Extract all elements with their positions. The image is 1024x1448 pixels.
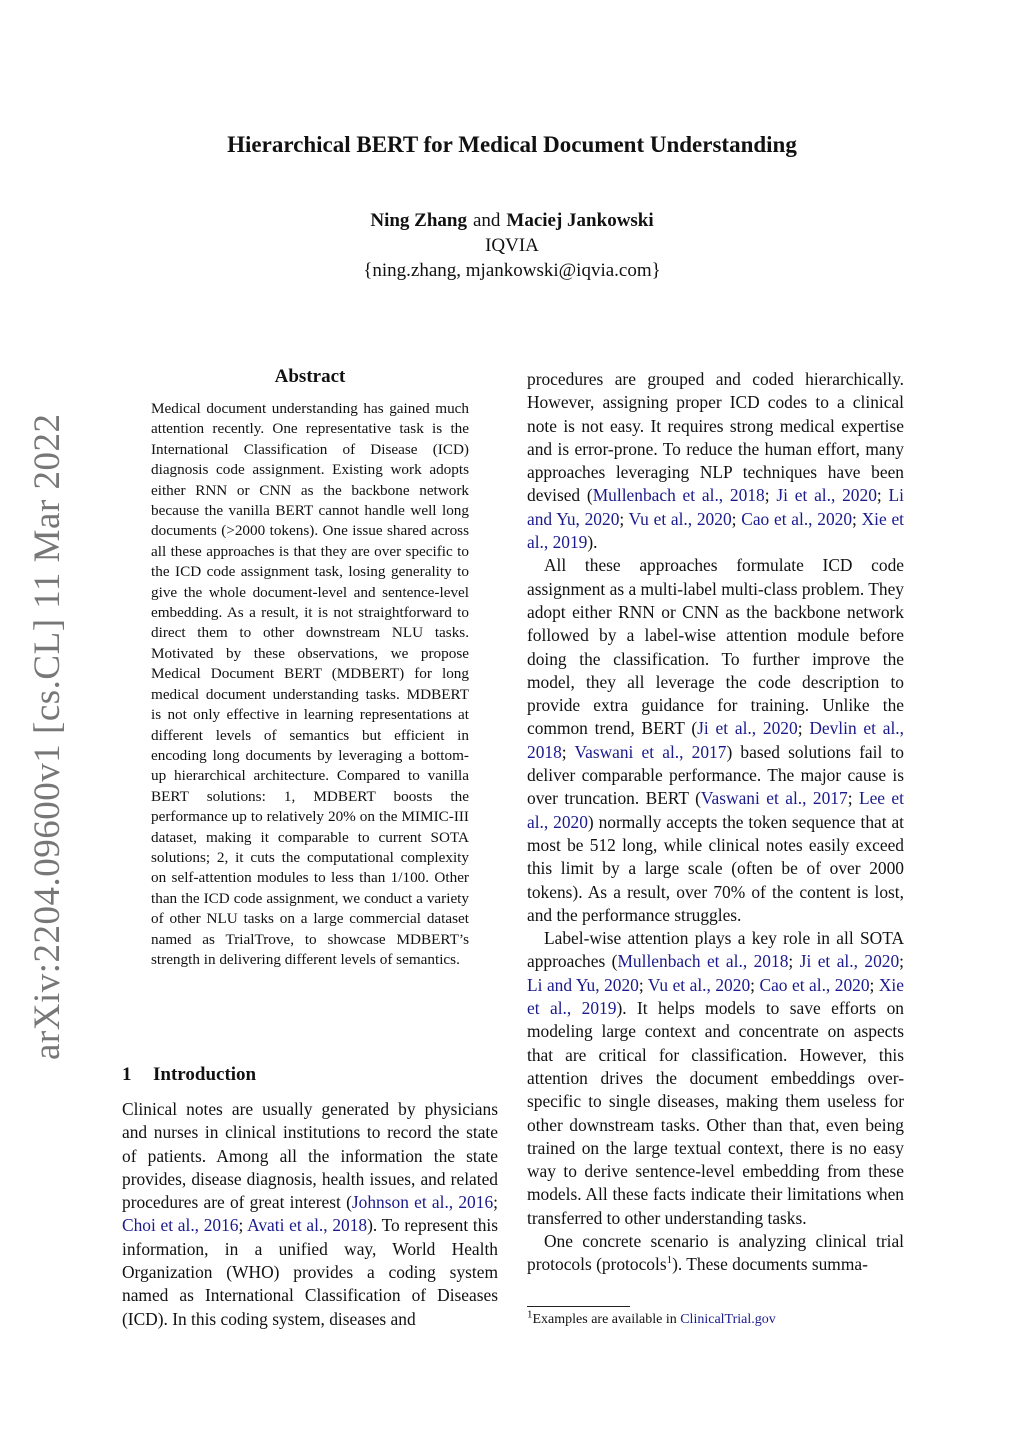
citation-link[interactable]: Devlin et al., 2018 [527, 718, 905, 762]
text-run: ; [788, 951, 800, 972]
citation-link[interactable]: Li and Yu, 2020 [527, 485, 904, 529]
text-run: ) based solutions fail to deliver comparable performance. The major cause is over truncation. BERT ( [527, 741, 904, 809]
citation-link[interactable]: Xie et al., 2019 [527, 974, 904, 1019]
intro-left-column [122, 1098, 498, 1331]
footnote-mark: 1 [527, 1308, 533, 1321]
author-line [0, 208, 1024, 233]
citation-link[interactable]: Vu et al., 2020 [647, 974, 751, 995]
text-run: ) normally accepts the token sequence that at most be 512 long, while clinical notes easily exceed this limit by a large scale (often be of over 2000 tokens). As a result, over 70% of the content is lost, and the performance struggles. [527, 811, 905, 925]
text-run: ; [764, 485, 777, 506]
author-name: Maciej Jankowski [506, 210, 654, 231]
citation-link[interactable]: Ji et al., 2020 [799, 951, 900, 972]
abstract-heading: Abstract [274, 366, 346, 387]
citation-link[interactable]: Johnson et al., 2016 [351, 1192, 494, 1213]
citation-link[interactable]: Ji et al., 2020 [697, 718, 798, 739]
arxiv-stamp: arXiv:2204.09600v1 [cs.CL] 11 Mar 2022 [27, 413, 68, 1060]
author-block [0, 208, 1024, 283]
abstract-text: Medical document understanding has gained much attention recently. One representative task is the International Classification of Disease (ICD) diagnosis code assignment. Existing work adopts either RNN or CNN as the backbone network because the vanilla BERT cannot handle well long documents (>2000 tokens). One issue shared across all these approaches is that they are over specific to the ICD code assignment task, losing generality to give the whole document-level and sentence-level embedding. As a result, it is not straightforward to direct them to other downstream NLU tasks. Motivated by these observations, we propose Medical Document BERT (MDBERT) for long medical document understanding tasks. MDBERT is not only effective in learning representations at different levels of semantics but efficient in encoding long documents by leveraging a bottom-up hierarchical architecture. Compared to vanilla BERT solutions: 1, MDBERT boosts the performance up to relatively 20% on the MIMIC-III dataset, making it comparable to current SOTA solutions; 2, it cuts the computational complexity on self-attention modules to less than 1/100. Other than the ICD code assignment, we conduct a variety of other NLU tasks on a large commercial dataset named as TrialTrove, to showcase MDBERT’s strength in delivering different levels of semantics. [151, 400, 469, 968]
citation-link[interactable]: Cao et al., 2020 [759, 974, 870, 995]
citation-link[interactable]: Ji et al., 2020 [776, 485, 877, 506]
citation-link[interactable]: Lee et al., 2020 [527, 788, 904, 832]
text-run: ). These documents summa- [672, 1254, 868, 1275]
text-run: ; [493, 1192, 498, 1213]
text-run: ; [750, 974, 760, 995]
text-run: ; [238, 1215, 248, 1236]
footnote-rule [527, 1306, 630, 1307]
section-title: Introduction [153, 1064, 257, 1085]
text-run: ; [869, 974, 879, 995]
citation-link[interactable]: Vu et al., 2020 [628, 508, 732, 529]
paragraph [527, 554, 904, 927]
author-conjunction: and [472, 210, 501, 231]
paper-title: Hierarchical BERT for Medical Document Understanding [227, 132, 797, 157]
text-run: ; [731, 508, 742, 529]
paragraph [527, 1230, 904, 1277]
text-run: Clinical notes are usually generated by physicians and nurses in clinical institutions to record the state of patients. Among all the information the state provides, disease diagnosis, health issues, and related procedures are of great interest ( [122, 1099, 498, 1213]
intro-right-column [527, 368, 904, 1277]
section-number: 1 [122, 1064, 132, 1085]
paragraph [527, 927, 904, 1230]
citation-link[interactable]: Mullenbach et al., 2018 [592, 485, 765, 506]
text-run: ). It helps models to save efforts on modeling large context and concentrate on aspects that are critical for classification. However, this attention drives the document embeddings over-specific to single diseases, making them useless for other downstream tasks. Other than that, even being trained on the large textual context, there is no easy way to derive sentence-level embedding from these models. All these facts indicate their limitations when transferred to other understanding tasks. [527, 998, 905, 1228]
text-run: ). To represent this information, in a unified way, World Health Organization (WHO) provides a coding system named as International Classification of Diseases (ICD). In this coding system, diseases and [122, 1215, 498, 1329]
text-run: ; [847, 788, 859, 809]
paragraph [122, 1098, 498, 1331]
citation-link[interactable]: Mullenbach et al., 2018 [617, 951, 789, 972]
footnote [527, 1308, 776, 1328]
footnote-text: Examples are available in [532, 1312, 681, 1327]
section-heading [122, 1064, 256, 1086]
text-run: ; [638, 974, 648, 995]
author-email: {ning.zhang, mjankowski@iqvia.com} [363, 260, 661, 281]
text-run: Label-wise attention plays a key role in all SOTA approaches ( [527, 928, 904, 972]
footnote-ref[interactable]: 1 [666, 1254, 673, 1267]
affiliation: IQVIA [485, 235, 539, 256]
author-name: Ning Zhang [370, 210, 467, 231]
citation-link[interactable]: Avati et al., 2018 [247, 1215, 368, 1236]
citation-link[interactable]: Xie et al., 2019 [527, 508, 905, 553]
citation-link[interactable]: Choi et al., 2016 [122, 1215, 239, 1236]
text-run: ; [899, 951, 904, 972]
citation-link[interactable]: Vaswani et al., 2017 [574, 741, 727, 762]
paragraph-continued [527, 368, 904, 554]
text-run: ; [876, 485, 889, 506]
text-run: ; [619, 508, 629, 529]
footnote-link[interactable]: ClinicalTrial.gov [680, 1312, 776, 1327]
citation-link[interactable]: Vaswani et al., 2017 [700, 788, 848, 809]
citation-link[interactable]: Li and Yu, 2020 [527, 974, 639, 995]
citation-link[interactable]: Cao et al., 2020 [741, 508, 853, 529]
text-run: ; [561, 741, 575, 762]
text-run: ; [852, 508, 862, 529]
text-run: procedures are grouped and coded hierarchically. However, assigning proper ICD codes to a clinical note is not easy. It requires strong medical expertise and is error-prone. To reduce the human effort, many approaches leveraging NLP techniques have been devised ( [527, 369, 904, 506]
text-run: All these approaches formulate ICD code assignment as a multi-label multi-class problem. They adopt either RNN or CNN as the backbone network followed by a label-wise attention module before doing the classification. To further improve the model, they all leverage the code description to provide extra guidance for training. Unlike the common trend, BERT ( [527, 555, 904, 739]
text-run: ; [797, 718, 810, 739]
text-run: ). [587, 532, 598, 553]
text-run: One concrete scenario is analyzing clinical trial protocols (protocols [527, 1230, 904, 1275]
